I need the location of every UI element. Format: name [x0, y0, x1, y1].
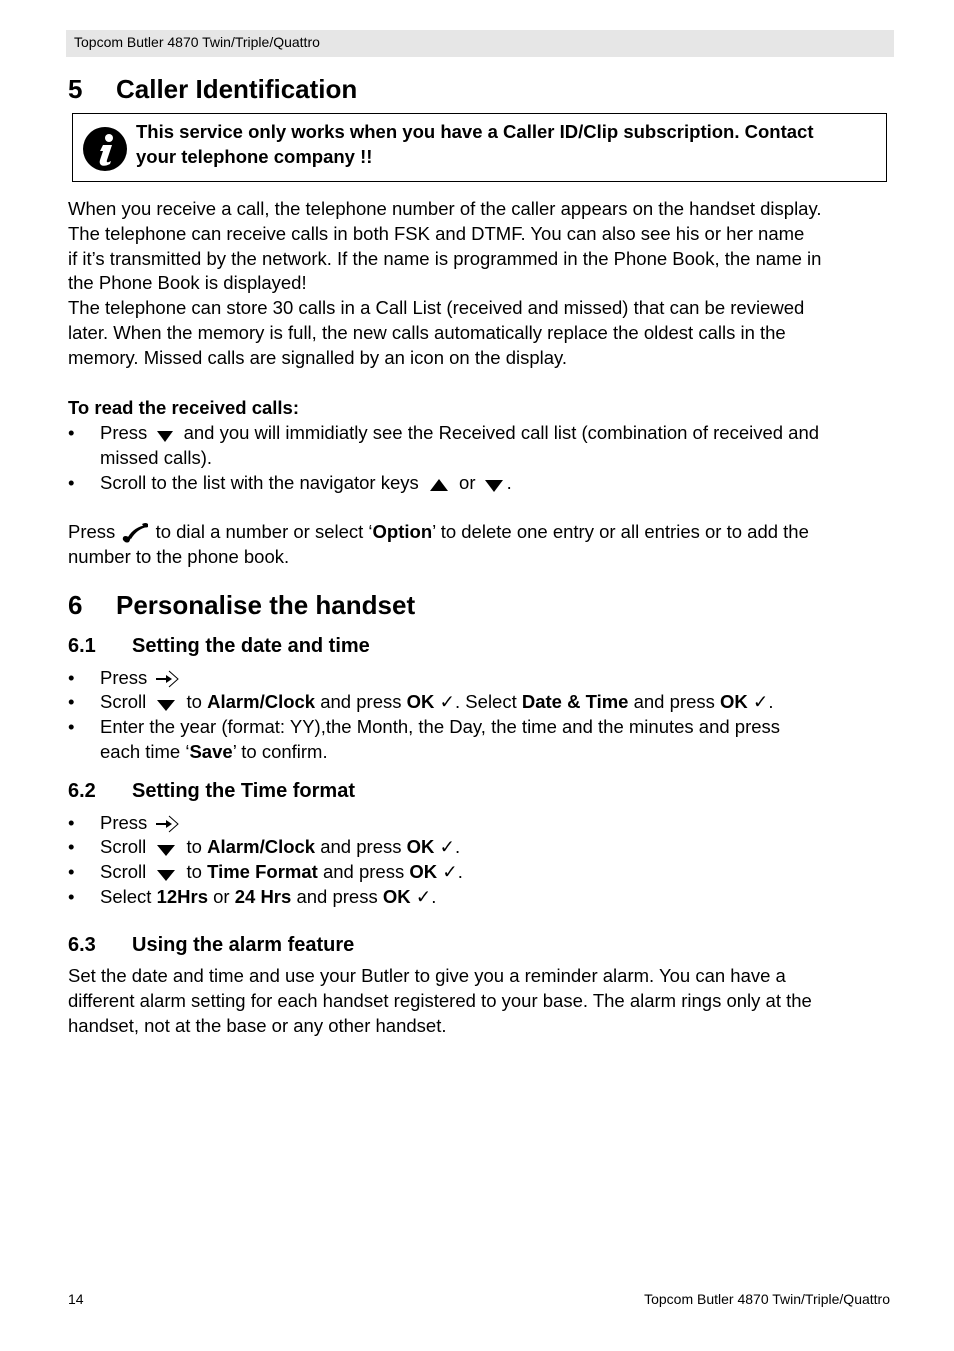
page-number: 14: [68, 1291, 84, 1307]
info-note-box: [72, 113, 887, 182]
text-and: and press: [296, 886, 378, 907]
text-rest: and you will immidiatly see the Received call list (combination of received and: [183, 422, 820, 443]
down-arrow-icon: [152, 425, 178, 443]
alarm-clock-term: Alarm/Clock: [207, 836, 316, 857]
section-title: Caller Identification: [116, 74, 358, 104]
info-note-text: [136, 120, 878, 169]
text-line: The telephone can store 30 calls in a Call List (received and missed) that can be reviewed: [68, 297, 805, 319]
text-press: Press: [100, 812, 148, 833]
text-line: the Phone Book is displayed!: [68, 272, 307, 294]
note-line: This service only works when you have a Caller ID/Clip subscription. Contact: [136, 121, 814, 142]
bullet-dot: •: [68, 422, 75, 443]
24hrs-term: 24 Hrs: [234, 886, 292, 907]
text-end: .: [768, 691, 774, 712]
check-icon: ✓: [442, 861, 458, 882]
text-scroll: Scroll: [100, 836, 147, 857]
section-number: 5: [68, 74, 83, 104]
text-select: Select: [100, 886, 152, 907]
bullet-dot: •: [68, 716, 75, 737]
text-mid: to dial a number or select ‘: [155, 521, 373, 542]
header-title: Topcom Butler 4870 Twin/Triple/Quattro: [74, 34, 320, 50]
ok-term: OK: [409, 861, 438, 882]
ok-term: OK: [720, 691, 748, 712]
bullet-dot: •: [68, 667, 75, 688]
text-or: or: [459, 472, 476, 493]
option-term: Option: [372, 521, 433, 542]
check-icon: ✓: [439, 836, 456, 857]
ok-term: OK: [382, 886, 411, 907]
time-format-term: Time Format: [207, 861, 318, 882]
down-arrow-icon: [151, 694, 181, 712]
text-scroll: Scroll: [100, 861, 147, 882]
text-to: to: [186, 861, 202, 882]
text-line: Set the date and time and use your Butler to give you a reminder alarm. You can have a: [68, 965, 786, 986]
subsection-6-1-heading: [68, 634, 370, 658]
ok-term: OK: [406, 836, 435, 857]
check-icon: ✓: [752, 691, 769, 712]
text-end: .: [457, 861, 463, 882]
text-line: memory. Missed calls are signalled by an icon on the display.: [68, 346, 568, 368]
section-number: 6: [68, 590, 83, 620]
save-term: Save: [189, 740, 233, 762]
check-icon: ✓: [439, 691, 456, 712]
subsection-title: Setting the date and time: [132, 635, 370, 657]
text-line: later. When the memory is full, the new calls automatically replace the oldest calls in the: [68, 321, 786, 343]
down-arrow-icon: [151, 864, 181, 882]
text-line: missed calls).: [100, 446, 213, 468]
down-arrow-icon: [151, 839, 181, 857]
alarm-clock-term: Alarm/Clock: [207, 691, 316, 712]
subsection-number: 6.3: [68, 934, 96, 956]
up-arrow-icon: [424, 475, 454, 493]
page-header: [66, 30, 894, 57]
text-press: Press: [100, 667, 148, 688]
text-line: Enter the year (format: YY),the Month, the Day, the time and the minutes and press: [100, 716, 781, 737]
text-or: or: [213, 886, 230, 907]
menu-icon: [152, 668, 182, 690]
subsection-number: 6.2: [68, 780, 96, 802]
check-icon: ✓: [415, 886, 432, 907]
text-scroll: Scroll: [100, 691, 147, 712]
footer-title: Topcom Butler 4870 Twin/Triple/Quattro: [644, 1291, 890, 1307]
section-6-heading: [68, 590, 415, 620]
text-line: different alarm setting for each handset registered to your base. The alarm rings only at the: [68, 989, 812, 1011]
text-confirm: ’ to confirm.: [232, 740, 328, 762]
bullet-dot: •: [68, 886, 75, 907]
text-each: each time ‘: [100, 740, 190, 762]
menu-icon: [152, 813, 182, 835]
down-arrow-icon: [481, 475, 507, 493]
subsection-6-3-heading: [68, 933, 354, 957]
text-press: Press: [68, 521, 116, 542]
text-and: and press: [320, 836, 402, 857]
bullet-dot: •: [68, 836, 75, 857]
text-to: to: [186, 691, 202, 712]
text-and: and press: [320, 691, 402, 712]
alarm-paragraph: [68, 964, 894, 1038]
bullet-dot: •: [68, 812, 75, 833]
text-and: and press: [322, 861, 405, 882]
phone-icon: [120, 522, 150, 544]
bullet-dot: •: [68, 691, 75, 712]
text-end: .: [455, 836, 461, 857]
text-press: Press: [100, 422, 148, 443]
ok-term: OK: [406, 691, 435, 712]
subsection-number: 6.1: [68, 635, 96, 657]
text-select: . Select: [455, 691, 517, 712]
text-line: number to the phone book.: [68, 545, 290, 567]
date-time-term: Date & Time: [521, 691, 629, 712]
bullet-dot: •: [68, 472, 75, 493]
text-end: .: [506, 472, 512, 493]
info-icon: [82, 126, 128, 172]
text-line: if it’s transmitted by the network. If the name is programmed in the Phone Book, the name in: [68, 247, 822, 269]
text-line: The telephone can receive calls in both FSK and DTMF. You can also see his or her name: [68, 222, 805, 244]
subsection-title: Using the alarm feature: [132, 934, 355, 956]
text-rest: ’ to delete one entry or all entries or to add the: [432, 521, 809, 542]
text-line: handset, not at the base or any other handset.: [68, 1014, 447, 1036]
subsection-title: Setting the Time format: [132, 780, 355, 802]
subsection-6-2-heading: [68, 779, 355, 803]
dial-paragraph: [68, 520, 894, 570]
text-scroll: Scroll to the list with the navigator keys: [100, 472, 419, 493]
text-end: .: [431, 886, 437, 907]
section-5-heading: [68, 74, 357, 104]
read-calls-label: To read the received calls:: [68, 397, 300, 418]
section-title: Personalise the handset: [116, 590, 416, 620]
note-line: your telephone company !!: [136, 145, 373, 167]
text-line: When you receive a call, the telephone number of the caller appears on the handset display.: [68, 198, 822, 219]
text-to: to: [186, 836, 202, 857]
caller-id-paragraph: [68, 197, 894, 371]
bullet-dot: •: [68, 861, 75, 882]
12hrs-term: 12Hrs: [156, 886, 208, 907]
text-and: and press: [633, 691, 715, 712]
